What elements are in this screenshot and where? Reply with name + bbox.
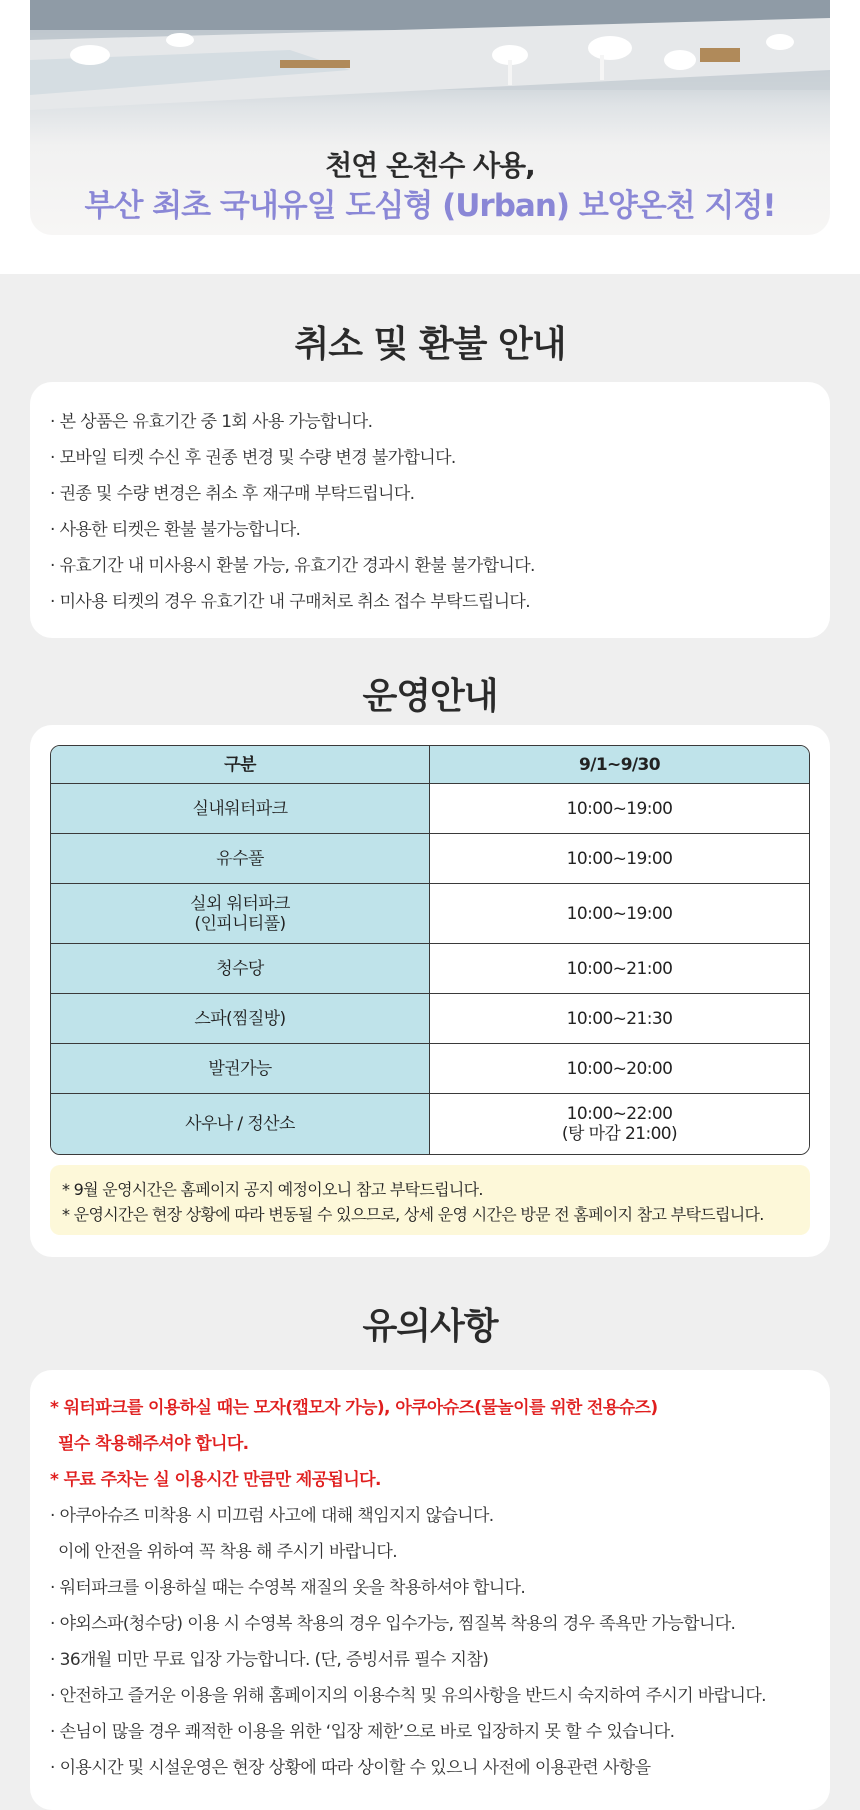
operations-note-box	[50, 1165, 810, 1235]
table-row	[51, 834, 809, 884]
operations-note: * 운영시간은 현장 상황에 따라 변동될 수 있으므로, 상세 운영 시간은 방문 전 홈페이지 참고 부탁드립니다.	[62, 1205, 764, 1224]
facility-name: 스파(찜질방)	[51, 994, 430, 1044]
column-header-category: 구분	[51, 746, 430, 784]
table-row	[51, 944, 809, 994]
list-item: · 야외스파(청수당) 이용 시 수영복 착용의 경우 입수가능, 찜질복 착용의 경우 족욕만 가능합니다.	[50, 1614, 736, 1634]
facility-hours: 10:00~21:00	[430, 944, 809, 994]
list-item: · 36개월 미만 무료 입장 가능합니다. (단, 증빙서류 필수 지참)	[50, 1650, 489, 1670]
list-item: 이에 안전을 위하여 꼭 착용 해 주시기 바랍니다.	[58, 1542, 398, 1562]
table-row	[51, 994, 809, 1044]
operations-title: 운영안내	[362, 676, 498, 717]
list-item: · 모바일 티켓 수신 후 권종 변경 및 수량 변경 불가합니다.	[50, 448, 456, 468]
list-item: · 권종 및 수량 변경은 취소 후 재구매 부탁드립니다.	[50, 484, 415, 504]
cautions-card	[30, 1370, 830, 1810]
list-item: · 본 상품은 유효기간 중 1회 사용 가능합니다.	[50, 412, 373, 432]
facility-hours: 10:00~21:30	[430, 994, 809, 1044]
hero-headline: 천연 온천수 사용,	[325, 149, 535, 182]
facility-name: 실내워터파크	[51, 784, 430, 834]
hero-subheadline: 부산 최초 국내유일 도심형 (Urban) 보양온천 지정!	[84, 188, 776, 224]
table-row	[51, 884, 809, 944]
cautions-title: 유의사항	[362, 1306, 498, 1347]
facility-hours: 10:00~20:00	[430, 1044, 809, 1094]
list-item: · 미사용 티켓의 경우 유효기간 내 구매처로 취소 접수 부탁드립니다.	[50, 592, 531, 612]
hero-banner	[30, 0, 830, 235]
list-item: · 아쿠아슈즈 미착용 시 미끄럼 사고에 대해 책임지지 않습니다.	[50, 1506, 494, 1526]
list-item: · 안전하고 즐거운 이용을 위해 홈페이지의 이용수칙 및 유의사항을 반드시 숙지하여 주시기 바랍니다.	[50, 1686, 766, 1706]
column-header-period: 9/1~9/30	[430, 746, 809, 784]
table-header-row	[51, 746, 809, 784]
facility-hours-cell	[430, 1094, 809, 1154]
facility-name: 실외 워터파크	[190, 893, 290, 914]
list-item: 필수 착용해주셔야 합니다.	[58, 1434, 249, 1454]
list-item: · 손님이 많을 경우 쾌적한 이용을 위한 ‘입장 제한’으로 바로 입장하지 못 할 수 있습니다.	[50, 1722, 675, 1742]
facility-name-sub: (인피니티풀)	[194, 913, 286, 934]
table-row	[51, 1094, 809, 1154]
list-item: * 무료 주차는 실 이용시간 만큼만 제공됩니다.	[50, 1470, 381, 1490]
cautions-list	[30, 1370, 830, 1786]
facility-hours: 10:00~22:00	[566, 1104, 673, 1124]
table-row	[51, 1044, 809, 1094]
operating-hours-table	[50, 745, 810, 1155]
facility-name: 사우나 / 정산소	[51, 1094, 430, 1154]
list-item: · 사용한 티켓은 환불 불가능합니다.	[50, 520, 301, 540]
list-item: · 워터파크를 이용하실 때는 수영복 재질의 옷을 착용하셔야 합니다.	[50, 1578, 526, 1598]
facility-hours: 10:00~19:00	[430, 834, 809, 884]
operations-card	[30, 725, 830, 1257]
list-item: · 이용시간 및 시설운영은 현장 상황에 따라 상이할 수 있으니 사전에 이용관련 사항을	[50, 1758, 651, 1778]
facility-name: 발권가능	[51, 1044, 430, 1094]
facility-name-cell	[51, 884, 430, 944]
list-item: * 워터파크를 이용하실 때는 모자(캡모자 가능), 아쿠아슈즈(물놀이를 위한 전용슈즈)	[50, 1398, 658, 1418]
facility-name: 청수당	[51, 944, 430, 994]
hero-section	[0, 0, 860, 274]
refund-card	[30, 382, 830, 638]
facility-hours: 10:00~19:00	[430, 884, 809, 944]
facility-hours: 10:00~19:00	[430, 784, 809, 834]
refund-title: 취소 및 환불 안내	[294, 324, 566, 365]
refund-list	[30, 382, 830, 620]
operations-note: * 9월 운영시간은 홈페이지 공지 예정이오니 참고 부탁드립니다.	[62, 1180, 483, 1199]
facility-hours-sub: (탕 마감 21:00)	[561, 1124, 678, 1144]
facility-name: 유수풀	[51, 834, 430, 884]
table-row	[51, 784, 809, 834]
list-item: · 유효기간 내 미사용시 환불 가능, 유효기간 경과시 환불 불가합니다.	[50, 556, 535, 576]
